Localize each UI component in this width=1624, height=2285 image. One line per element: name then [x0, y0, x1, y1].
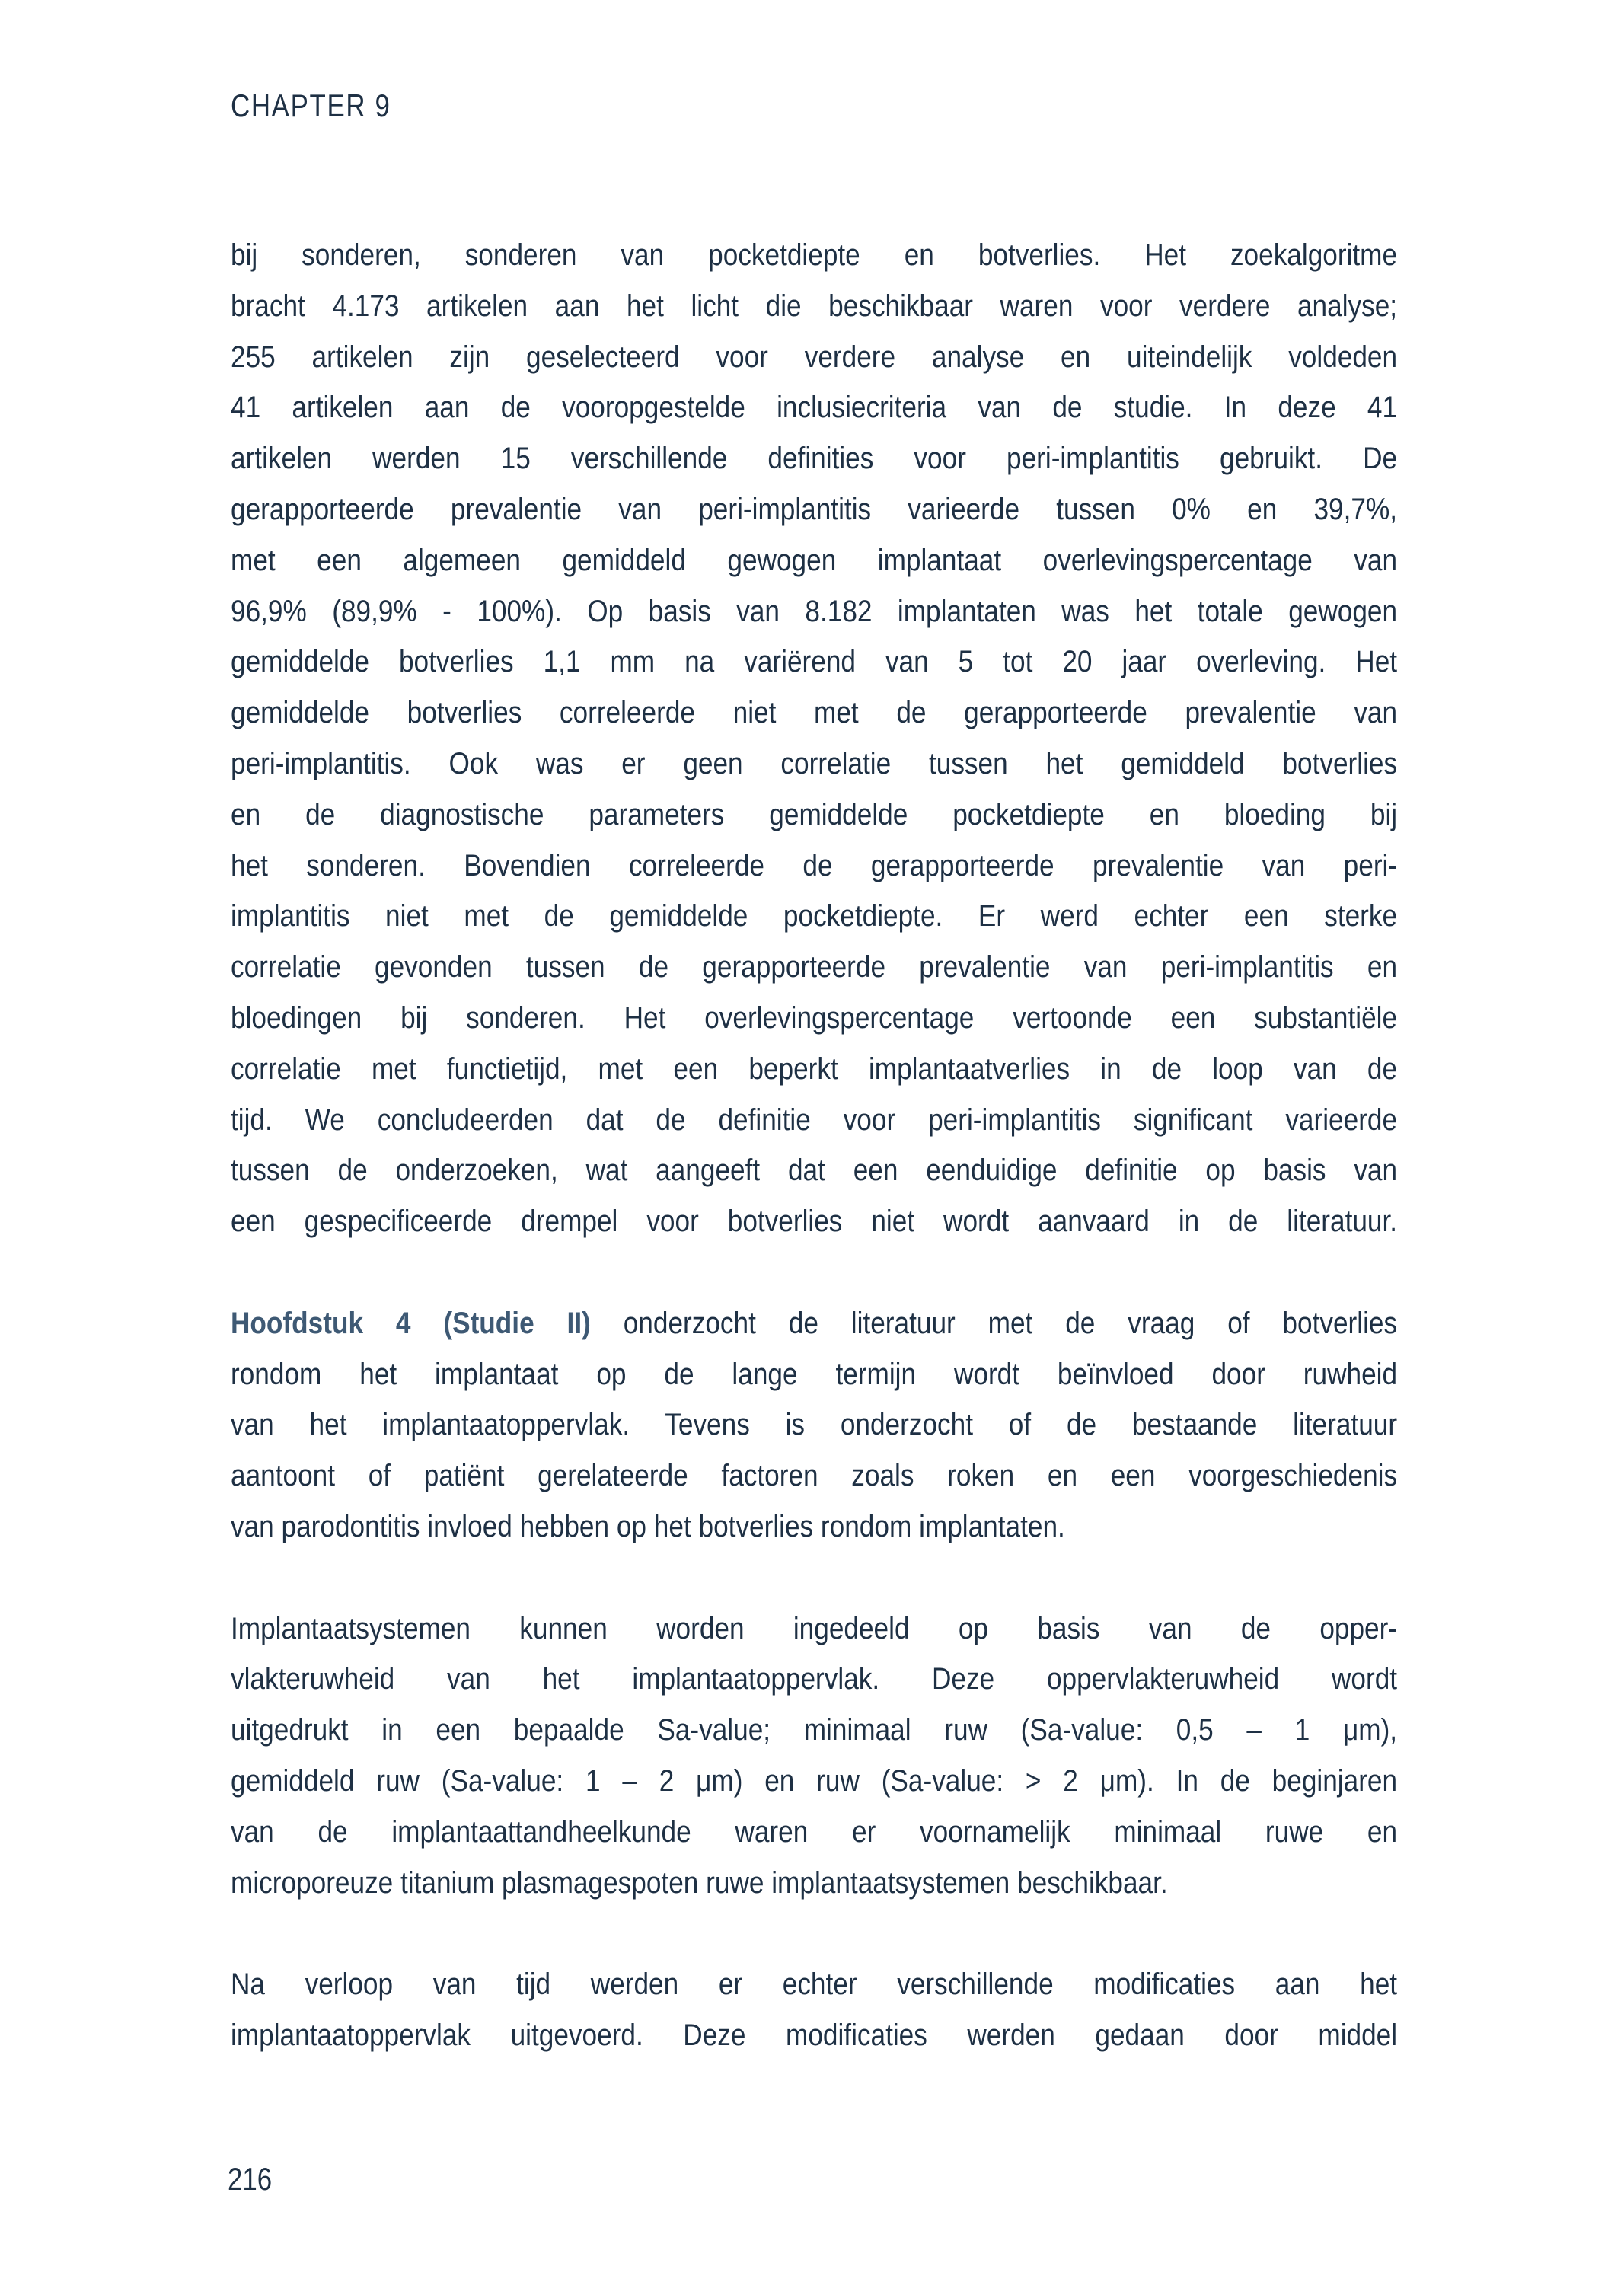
text-line: aantoont of patiënt gerelateerde factoren zoals roken en een voorgeschiedenis [231, 1459, 1398, 1493]
text-line: uitgedrukt in een bepaalde Sa-value; minimaal ruw (Sa-value: 0,5 – 1 μm), [231, 1713, 1398, 1747]
chapter-header: CHAPTER 9 [231, 88, 391, 123]
text-line: Implantaatsystemen kunnen worden ingedeeld op basis van de opper- [231, 1611, 1398, 1645]
text-line: gemiddelde botverlies correleerde niet met de gerapporteerde prevalentie van [231, 696, 1398, 730]
text-line: gemiddeld ruw (Sa-value: 1 – 2 μm) en ruw (Sa-value: > 2 μm). In de beginjaren [231, 1763, 1398, 1798]
page-number: 216 [228, 2161, 273, 2197]
bold-lead-text: Hoofdstuk 4 (Studie II) [231, 1306, 591, 1340]
text-line: correlatie met functietijd, met een beperkt implantaatverlies in de loop van de [231, 1052, 1398, 1086]
paragraph [231, 230, 1397, 1247]
text-line: correlatie gevonden tussen de gerapporteerde prevalentie van peri-implantitis en [231, 950, 1398, 985]
text-line: 96,9% (89,9% - 100%). Op basis van 8.182 implantaten was het totale gewogen [231, 594, 1398, 628]
text-line: bloedingen bij sonderen. Het overlevingspercentage vertoonde een substantiële [231, 1000, 1398, 1035]
text-line: het sonderen. Bovendien correleerde de gerapporteerde prevalentie van peri- [231, 848, 1398, 882]
text-line: tussen de onderzoeken, wat aangeeft dat een eenduidige definitie op basis van [231, 1154, 1398, 1188]
text-line: artikelen werden 15 verschillende definities voor peri-implantitis gebruikt. De [231, 442, 1398, 476]
text-line: gerapporteerde prevalentie van peri-implantitis varieerde tussen 0% en 39,7%, [231, 492, 1398, 526]
text-line: van parodontitis invloed hebben op het botverlies rondom implantaten. [231, 1509, 1065, 1543]
text-line: Na verloop van tijd werden er echter verschillende modificaties aan het [231, 1967, 1398, 2002]
text-line: 255 artikelen zijn geselecteerd voor verdere analyse en uiteindelijk voldeden [231, 340, 1398, 374]
text-line: implantitis niet met de gemiddelde pocketdiepte. Er werd echter een sterke [231, 899, 1398, 933]
text-line: van de implantaattandheelkunde waren er voornamelijk minimaal ruwe en [231, 1814, 1398, 1849]
paragraph [231, 1298, 1397, 1553]
text-line: 41 artikelen aan de vooropgestelde inclusiecriteria van de studie. In deze 41 [231, 391, 1398, 425]
text-line: van het implantaatoppervlak. Tevens is onderzocht of de bestaande literatuur [231, 1408, 1398, 1442]
text-line: tijd. We concludeerden dat de definitie voor peri-implantitis significant varieerde [231, 1103, 1398, 1137]
text-line: een gespecificeerde drempel voor botverlies niet wordt aanvaard in de literatuur. [231, 1205, 1398, 1239]
text-line: met een algemeen gemiddeld gewogen implantaat overlevingspercentage van [231, 543, 1398, 577]
paragraph [231, 1604, 1397, 1909]
text-block [231, 230, 1397, 2061]
paragraph [231, 1959, 1397, 2061]
text-line: Hoofdstuk 4 (Studie II) onderzocht de literatuur met de vraag of botverlies [231, 1306, 1398, 1340]
text-line: en de diagnostische parameters gemiddelde pocketdiepte en bloeding bij [231, 797, 1398, 831]
text-line: implantaatoppervlak uitgevoerd. Deze modificaties werden gedaan door middel [231, 2018, 1398, 2052]
text-line: rondom het implantaat op de lange termijn wordt beïnvloed door ruwheid [231, 1357, 1398, 1391]
text-line: peri-implantitis. Ook was er geen correlatie tussen het gemiddeld botverlies [231, 746, 1398, 780]
text-line: bracht 4.173 artikelen aan het licht die beschikbaar waren voor verdere analyse; [231, 289, 1398, 323]
text-line: vlakteruwheid van het implantaatoppervlak. Deze oppervlakteruwheid wordt [231, 1662, 1398, 1696]
text-line: bij sonderen, sonderen van pocketdiepte en botverlies. Het zoekalgoritme [231, 238, 1398, 272]
text-line: microporeuze titanium plasmagespoten ruwe implantaatsystemen beschikbaar. [231, 1865, 1168, 1900]
text-line: gemiddelde botverlies 1,1 mm na variërend van 5 tot 20 jaar overleving. Het [231, 645, 1398, 679]
